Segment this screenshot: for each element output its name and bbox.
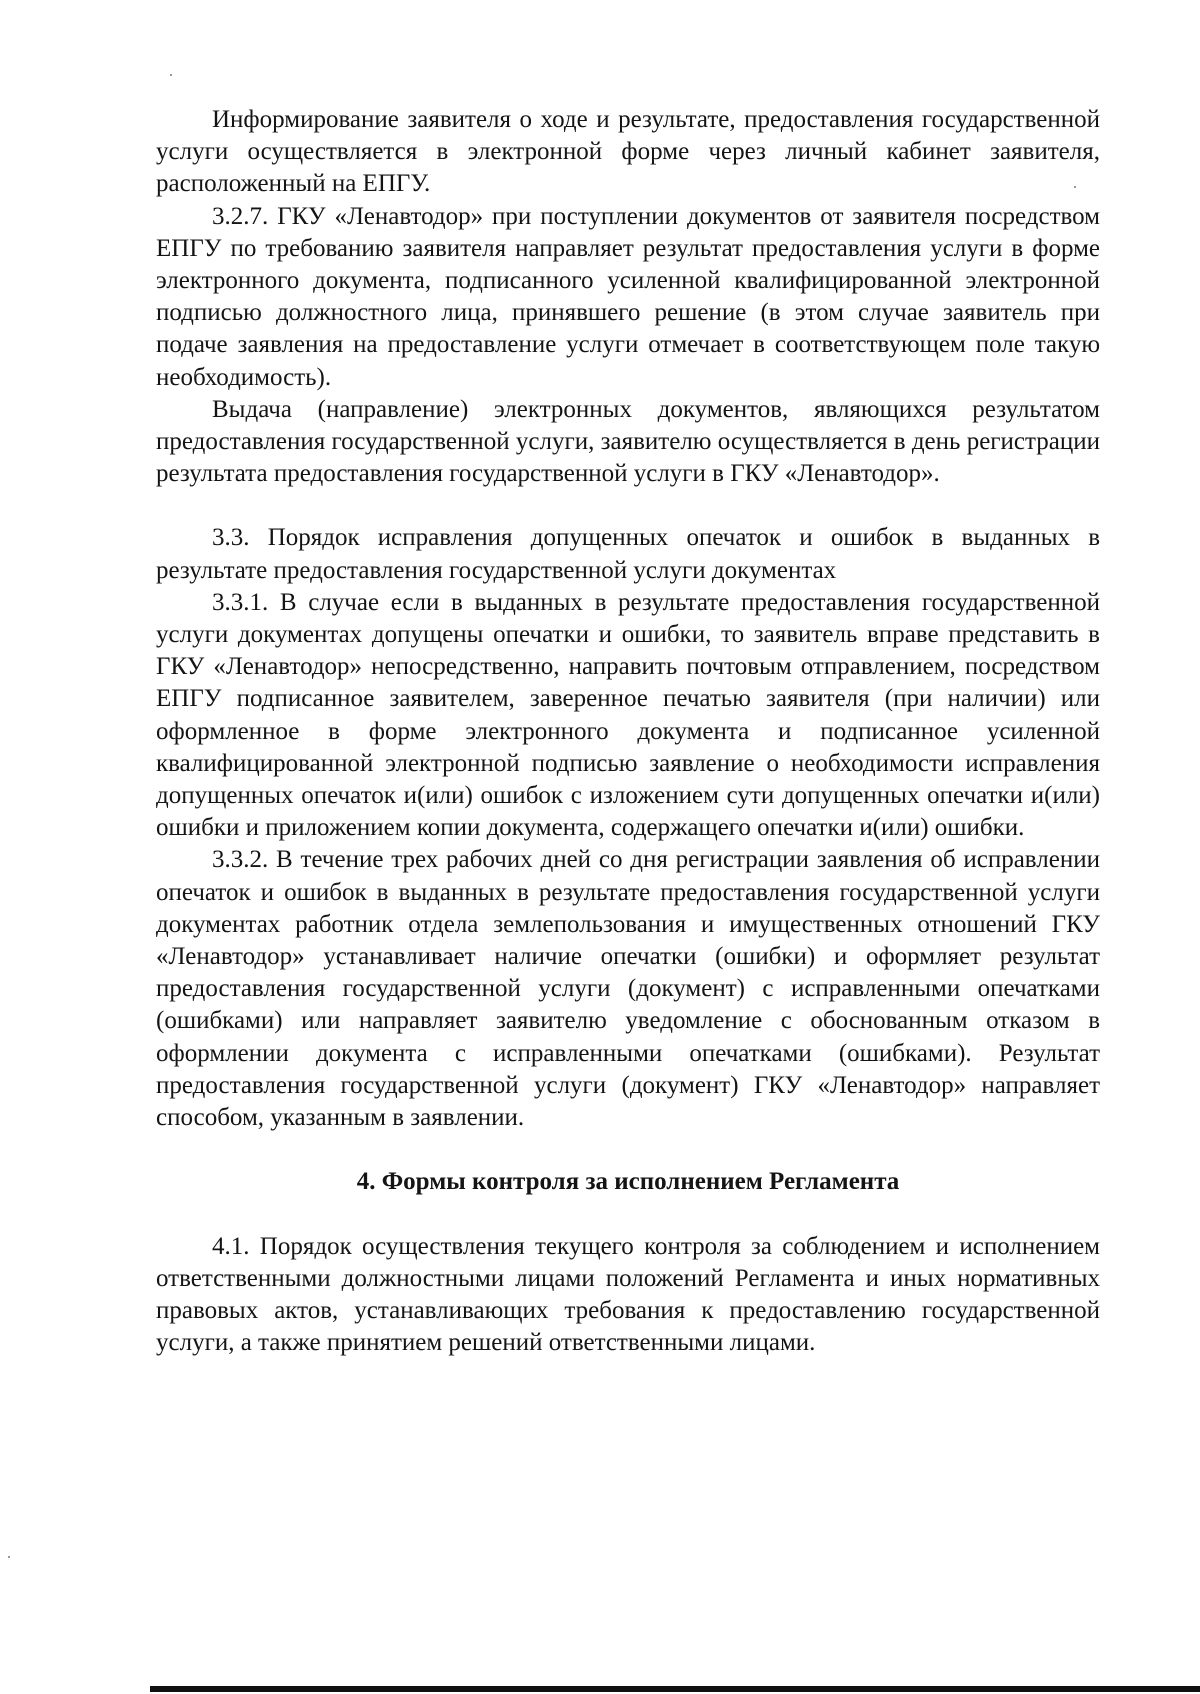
page-bottom-edge xyxy=(150,1686,1200,1692)
section-heading: 4. Формы контроля за исполнением Регламента xyxy=(356,1168,900,1196)
scan-speck xyxy=(1074,186,1076,188)
scan-speck xyxy=(170,74,172,76)
paragraph-3-3-2: 3.3.2. В течение трех рабочих дней со дня регистрации заявления об исправлении опечаток и ошибок в выданных в результате предоставления государственной услуги документах работник отдела землепользования и имущественных отношений ГКУ «Ленавтодор» устанавливает наличие опечатки (ошибки) и оформляет результат предоставления государственной услуги (документ) с исправленными опечатками (ошибками) или направляет заявителю уведомление с обоснованным отказом в оформлении документа с исправленными опечатками (ошибками). Результат предоставления государственной услуги (документ) ГКУ «Ленавтодор» направляет способом, указанным в заявлении. xyxy=(156,846,1100,1132)
spacer xyxy=(156,1134,1100,1166)
paragraph-informing-applicant: Информирование заявителя о ходе и результате, предоставления государственной услуги осуществляется в электронной форме через личный кабинет заявителя, расположенный на ЕПГУ. xyxy=(156,106,1100,198)
scan-speck xyxy=(8,1556,10,1558)
spacer xyxy=(156,1199,1100,1231)
paragraph-3-2-7: 3.2.7. ГКУ «Ленавтодор» при поступлении документов от заявителя посредством ЕПГУ по требованию заявителя направляет результат предоставления услуги в форме электронного документа, подписанного усиленной квалифицированной электронной подписью должностного лица, принявшего решение (в этом случае заявитель при подаче заявления на предоставление услуги отмечает в соответствующем поле такую необходимость). xyxy=(156,202,1100,391)
document-page xyxy=(156,104,1100,1359)
paragraph-3-3-1: 3.3.1. В случае если в выданных в результате предоставления государственной услуги документах допущены опечатки и ошибки, то заявитель вправе представить в ГКУ «Ленавтодор» непосредственно, направить почтовым отправлением, посредством ЕПГУ подписанное заявителем, заверенное печатью заявителя (при наличии) или оформленное в форме электронного документа и подписанное усиленной квалифицированной электронной подписью заявление о необходимости исправления допущенных опечаток и(или) ошибок с изложением сути допущенных опечатки и(или) ошибки и приложением копии документа, содержащего опечатки и(или) ошибки. xyxy=(156,588,1100,842)
spacer xyxy=(156,490,1100,522)
paragraph-4-1: 4.1. Порядок осуществления текущего контроля за соблюдением и исполнением ответственными должностными лицами положений Регламента и иных нормативных правовых актов, устанавливающих требования к предоставлению государственной услуги, а также принятием решений ответственными лицами. xyxy=(156,1232,1100,1357)
paragraph-issuance: Выдача (направление) электронных документов, являющихся результатом предоставления государственной услуги, заявителю осуществляется в день регистрации результата предоставления государственной услуги в ГКУ «Ленавтодор». xyxy=(156,395,1100,488)
paragraph-3-3: 3.3. Порядок исправления допущенных опечаток и ошибок в выданных в результате предоставления государственной услуги документах xyxy=(156,524,1100,584)
